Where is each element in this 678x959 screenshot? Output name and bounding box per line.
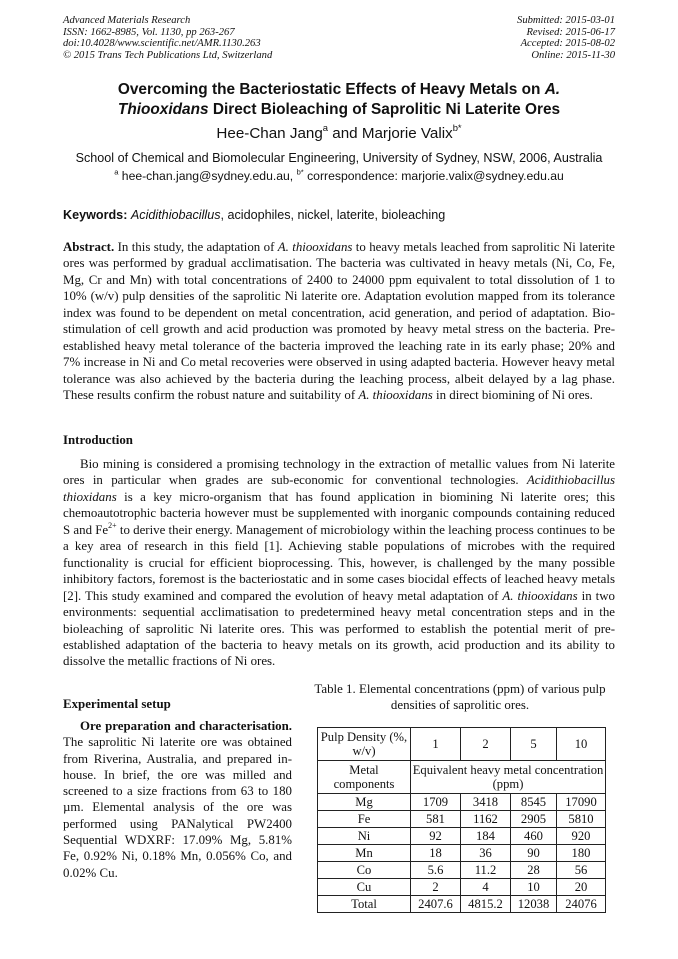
pulp-density-label: Pulp Density (%, w/v) [318, 728, 411, 761]
experimental-paragraph: Ore preparation and characterisation. The saprolitic Ni laterite ore was obtained from Riverina, Australia, and prepared in-house. In brief, the ore was milled and screened to a size fractions from 63 to 180 µm. Elemental analysis of the ore was performed using PANalytical PW2400 Sequential WDXRF: 17.09% Mg, 5.81% Fe, 0.92% Ni, 0.18% Mn, 0.056% Co, and 0.02% Cu. [63, 719, 292, 880]
revised-date: Revised: 2015-06-17 [526, 26, 615, 38]
table-header-row [318, 728, 606, 761]
journal-header-left [63, 15, 272, 61]
table-subheader-row [318, 761, 606, 794]
copyright-line: © 2015 Trans Tech Publications Ltd, Switzerland [63, 49, 273, 61]
pulp-density-cell: 5 [511, 728, 557, 761]
table-row: Co 5.6 11.2 28 56 [318, 862, 606, 879]
table-row: Cu 2 4 10 20 [318, 879, 606, 896]
table-row: Mn 18 36 90 180 [318, 845, 606, 862]
table-row: Fe 581 1162 2905 5810 [318, 811, 606, 828]
keywords: Keywords: Acidithiobacillus, acidophiles, nickel, laterite, bioleaching [63, 208, 446, 222]
section-heading-introduction: Introduction [63, 433, 133, 447]
submitted-date: Submitted: 2015-03-01 [517, 15, 615, 26]
online-date: Online: 2015-11-30 [531, 49, 615, 61]
paper-title: Overcoming the Bacteriostatic Effects of Heavy Metals on A. Thiooxidans Direct Bioleaching of Saprolitic Ni Laterite Ores [117, 81, 561, 118]
concentration-table [317, 727, 606, 913]
journal-header-right [517, 15, 615, 61]
introduction-paragraph: Bio mining is considered a promising technology in the extraction of metallic values from Ni laterite ores in particular when grades are sub-economic for conventional technologies. Acidithiobacillus thioxidans is a key micro-organism that has found application in biomining Ni laterite ores; this chemoautotrophic bacteria however must be supplemented with inorganic compounds containing reduced S and $Fe^{2+}$ to derive their energy. Management of microbiology within the leaching process continues to be a key area of research in this field [1]. Achieving stable populations of microbes with the required functionality is crucial for efficient bioprocessing. This, however, is challenged by the many possible inhibitory factors, foremost is the bacteriostatic and in some cases biocidal effects of leached heavy metals [2]. This study examined and compared the evolution of heavy metal adaptation of A. thiooxidans in two environments: sequential acclimatisation to predetermined heavy metal concentration steps and in the bioleaching of saprolitic Ni laterite ores. This was performed to establish the potential merit of pre-established adaptation of the bacteria to heavy metals on its growth, acid production and its ability to dissolve the metallic fractions of Ni ores. [63, 457, 616, 669]
section-heading-experimental: Experimental setup [63, 697, 171, 711]
table-row: Mg 1709 3418 8545 17090 [318, 794, 606, 811]
author-name: Hee-Chan Jang [216, 125, 323, 142]
subsection-heading: Ore preparation and characterisation. [80, 719, 292, 733]
accepted-date: Accepted: 2015-08-02 [520, 38, 615, 50]
pulp-density-cell: 10 [557, 728, 606, 761]
author-emails: $^a$ hee-chan.jang@sydney.edu.au, $^{b*}$ correspondence: marjorie.valix@sydney.edu.au [114, 167, 564, 183]
journal-name: Advanced Materials Research [63, 15, 191, 26]
table-row-total: Total 2407.6 4815.2 12038 24076 [318, 896, 606, 913]
author-list: Hee-Chan Jang$^a$ and Marjorie Valix$^{b*}$ [216, 121, 462, 142]
table-caption: Table 1. Elemental concentrations (ppm) of various pulp densities of saprolitic ores. [314, 682, 606, 713]
affiliation: School of Chemical and Biomolecular Engineering, University of Sydney, NSW, 2006, Australia [75, 151, 603, 165]
abstract: Abstract. In this study, the adaptation of A. thiooxidans to heavy metals leached from saprolitic Ni laterite ores was performed by gradual acclimatisation. The bacteria was cultivated in heavy metals (Ni, Co, Fe, Mg, Cr and Mn) with total concentrations of 2400 to 24000 ppm equivalent to total dissolution of 1 to 10% (w/v) pulp densities of the saprolitic Ni laterite ore. Adaptation evolution mapped from its tolerance index was found to be dependent on metal concentration, acid generation, and period of adaptation. Bio-stimulation of cell growth and acid production was promoted by heavy metal stress on the bacteria. Pre-established heavy metal tolerance of the bacteria improved the leaching rate in its early phase; 20% and 7% increase in Ni and Co metal recoveries were observed in using adapted bacteria. However heavy metal tolerance was also achieved by the bacteria during the leaching process, albeit delayed by a lag phase. These results confirm the robust nature and suitability of A. thiooxidans in direct biomining of Ni ores. [63, 240, 615, 403]
author-name: Marjorie Valix [361, 125, 453, 142]
equivalent-concentration-label: Equivalent heavy metal concentration (ppm) [411, 761, 606, 794]
issn-line: ISSN: 1662-8985, Vol. 1130, pp 263-267 [63, 26, 235, 38]
pulp-density-cell: 1 [411, 728, 461, 761]
pulp-density-cell: 2 [461, 728, 511, 761]
metal-components-label: Metal components [318, 761, 411, 794]
table-row: Ni 92 184 460 920 [318, 828, 606, 845]
doi-line: doi:10.4028/www.scientific.net/AMR.1130.263 [63, 38, 261, 50]
